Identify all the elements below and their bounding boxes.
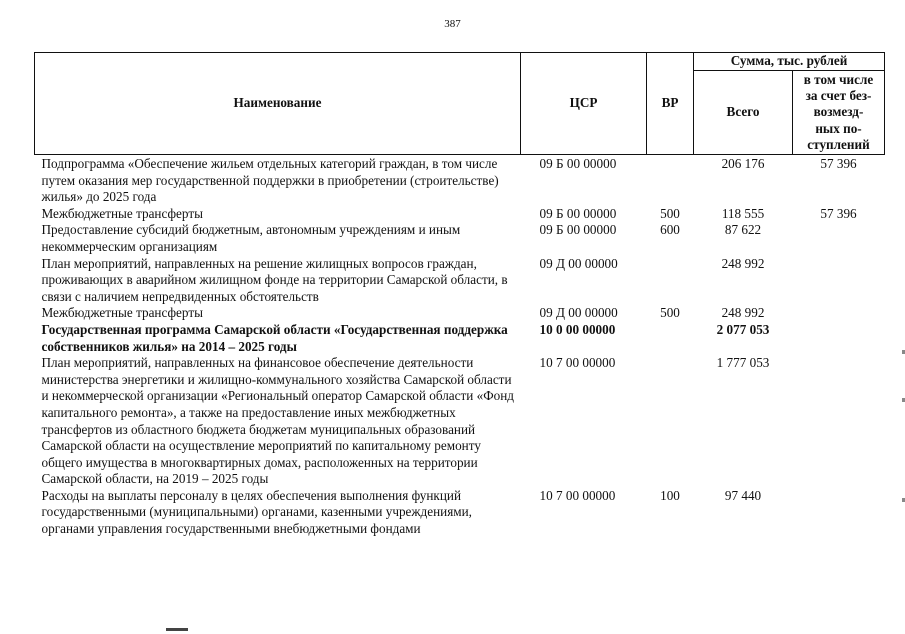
- cell-name: План мероприятий, направленных на решение жилищных вопросов граждан, проживающих в аварийном жилищном фонде на территории Самарской области, в связи с наличием непредвиденных обстоятельств: [41, 255, 508, 304]
- cell-free: [793, 305, 885, 322]
- cell-name: Подпрограмма «Обеспечение жильем отдельных категорий граждан, в том числе путем оказания мер государственной поддержки в приобретении (строительстве) жилья» до 2025 года: [41, 156, 499, 205]
- cell-free: 57 396: [820, 156, 857, 172]
- cell-vr: 500: [660, 205, 680, 221]
- cell-total: 118 555: [721, 205, 765, 221]
- table-row: [35, 355, 885, 488]
- cell-vr: [647, 155, 694, 206]
- cell-csr: 09 Б 00 00000: [539, 205, 617, 221]
- table-row: [35, 322, 885, 355]
- table-row: [35, 488, 885, 538]
- table-body: [35, 155, 885, 538]
- cell-name: Межбюджетные трансферты: [41, 205, 203, 221]
- scan-bottom-mark: [166, 628, 188, 631]
- cell-free: 57 396: [820, 205, 857, 221]
- budget-table: [34, 52, 885, 538]
- cell-vr: 500: [660, 305, 680, 321]
- cell-total: 248 992: [721, 255, 765, 271]
- cell-name: Межбюджетные трансферты: [41, 305, 203, 321]
- table-row: [35, 206, 885, 223]
- cell-free: [793, 222, 885, 255]
- cell-name: Расходы на выплаты персоналу в целях обеспечения выполнения функций государственными (муниципальными) органами, казенными учреждениями, органами управления государственными внебюджетными фондами: [41, 487, 472, 537]
- cell-vr: 600: [660, 222, 680, 238]
- cell-free: [793, 488, 885, 538]
- cell-vr: [647, 355, 694, 488]
- cell-total: 206 176: [721, 156, 765, 172]
- cell-total: 97 440: [724, 487, 762, 503]
- header-total: Всего: [694, 71, 793, 155]
- page-number: 387: [444, 18, 461, 30]
- cell-name: Предоставление субсидий бюджетным, автономным учреждениям и иным некоммерческим организациям: [41, 222, 461, 254]
- cell-vr: 100: [660, 487, 680, 503]
- cell-total: 1 777 053: [716, 355, 770, 371]
- cell-vr: [647, 322, 694, 355]
- cell-csr: 10 7 00 00000: [539, 355, 616, 371]
- cell-csr: 09 Б 00 00000: [539, 222, 617, 238]
- cell-free: [793, 355, 885, 488]
- cell-csr: 09 Д 00 00000: [539, 255, 618, 271]
- header-vr: ВР: [647, 53, 694, 155]
- header-name: Наименование: [35, 53, 521, 155]
- table-row: [35, 155, 885, 206]
- cell-total: 2 077 053: [716, 321, 770, 337]
- table-row: [35, 305, 885, 322]
- header-sum: Сумма, тыс. рублей: [694, 53, 885, 71]
- table-row: [35, 222, 885, 255]
- cell-vr: [647, 256, 694, 306]
- cell-free: [793, 256, 885, 306]
- cell-csr: 10 0 00 00000: [539, 321, 616, 337]
- table-row: [35, 256, 885, 306]
- cell-total: 248 992: [721, 305, 765, 321]
- cell-name: План мероприятий, направленных на финансовое обеспечение деятельности министерства энергетики и жилищно-коммунального хозяйства Самарской области и некоммерческой организации «Региональный оператор Самарской области «Фонд капитального ремонта», а также на предоставление иных межбюджетных трансфертов из областного бюджета бюджетам муниципальных образований Самарской области на осуществление мероприятий по капитальному ремонту общего имущества в многоквартирных домах, расположенных на территории Самарской области, на 2019 – 2025 годы: [41, 355, 514, 487]
- header-csr: ЦСР: [521, 53, 647, 155]
- cell-csr: 09 Д 00 00000: [539, 305, 618, 321]
- cell-total: 87 622: [724, 222, 762, 238]
- header-free: в том числе за счет без- возмезд- ных по- ступлений: [793, 71, 885, 155]
- cell-free: [793, 322, 885, 355]
- cell-name: Государственная программа Самарской области «Государственная поддержка собственников жилья» на 2014 – 2025 годы: [41, 321, 508, 354]
- cell-csr: 10 7 00 00000: [539, 487, 616, 503]
- cell-csr: 09 Б 00 00000: [539, 156, 617, 172]
